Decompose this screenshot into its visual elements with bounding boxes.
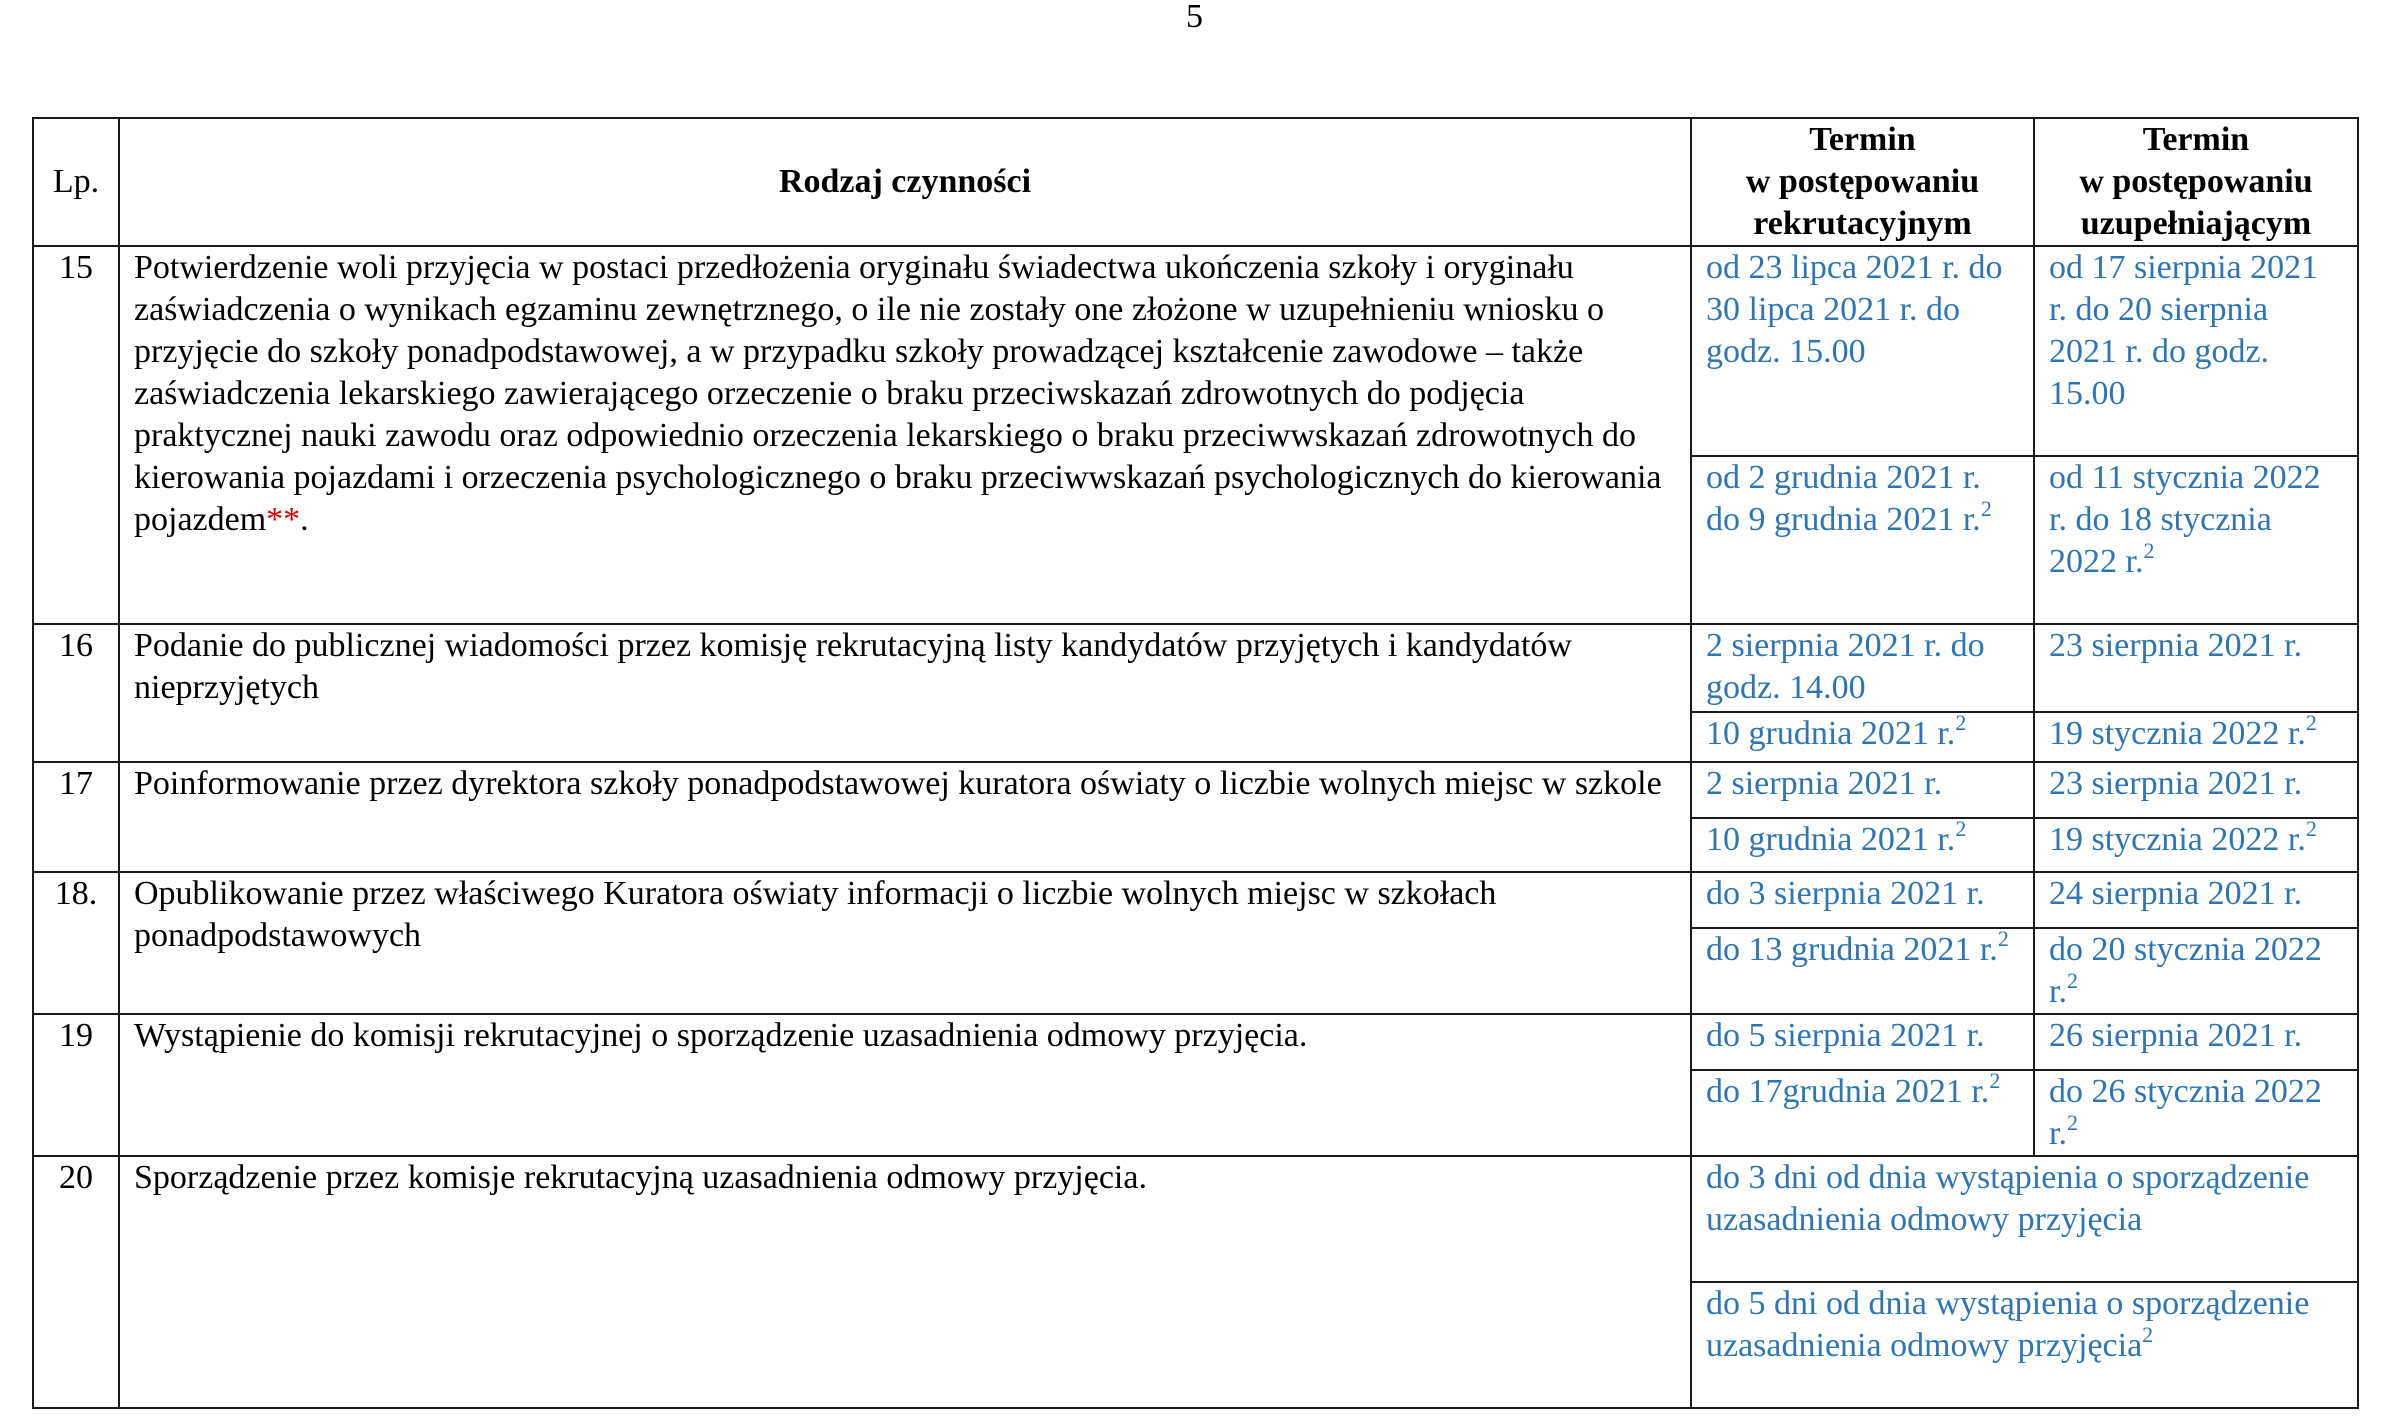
header-term-recruitment: Termin w postępowaniu rekrutacyjnym (1691, 118, 2034, 246)
header-activity: Rodzaj czynności (119, 118, 1691, 246)
supplementary-term: do 20 stycznia 2022 r.$^2$ (2034, 928, 2358, 1014)
merged-term: do 5 dni od dnia wystąpienia o sporządzenie uzasadnienia odmowy przyjęcia$^2$ (1691, 1282, 2358, 1408)
table-row (33, 1014, 2358, 1070)
recruitment-term: 10 grudnia 2021 r.$^2$ (1691, 818, 2034, 872)
supplementary-term: 19 stycznia 2022 r.$^2$ (2034, 712, 2358, 762)
recruitment-term: od 23 lipca 2021 r. do 30 lipca 2021 r. do godz. 15.00 (1691, 246, 2034, 456)
supplementary-term: 24 sierpnia 2021 r. (2034, 872, 2358, 928)
row-lp: 19 (33, 1014, 119, 1156)
supplementary-term: od 11 stycznia 2022 r. do 18 stycznia 2022 r.$^2$ (2034, 456, 2358, 624)
page-number: 5 (1186, 0, 1203, 35)
row-lp: 16 (33, 624, 119, 762)
header-lp: Lp. (33, 118, 119, 246)
table-row (33, 624, 2358, 712)
recruitment-term: od 2 grudnia 2021 r. do 9 grudnia 2021 r.$^2$ (1691, 456, 2034, 624)
supplementary-term: 19 stycznia 2022 r.$^2$ (2034, 818, 2358, 872)
row-lp: 18. (33, 872, 119, 1014)
row-description: Poinformowanie przez dyrektora szkoły ponadpodstawowej kuratora oświaty o liczbie wolnych miejsc w szkole (119, 762, 1691, 872)
table-row (33, 246, 2358, 456)
row-description: Podanie do publicznej wiadomości przez komisję rekrutacyjną listy kandydatów przyjętych i kandydatów nieprzyjętych (119, 624, 1691, 762)
row-lp: 20 (33, 1156, 119, 1408)
supplementary-term: od 17 sierpnia 2021 r. do 20 sierpnia 2021 r. do godz. 15.00 (2034, 246, 2358, 456)
row-description: Sporządzenie przez komisje rekrutacyjną uzasadnienia odmowy przyjęcia. (119, 1156, 1691, 1408)
supplementary-term: 23 sierpnia 2021 r. (2034, 624, 2358, 712)
recruitment-term: do 3 sierpnia 2021 r. (1691, 872, 2034, 928)
row-lp: 15 (33, 246, 119, 624)
recruitment-term: 10 grudnia 2021 r.$^2$ (1691, 712, 2034, 762)
supplementary-term: 26 sierpnia 2021 r. (2034, 1014, 2358, 1070)
table-row (33, 762, 2358, 818)
recruitment-term: do 13 grudnia 2021 r.$^2$ (1691, 928, 2034, 1014)
row-description: Wystąpienie do komisji rekrutacyjnej o sporządzenie uzasadnienia odmowy przyjęcia. (119, 1014, 1691, 1156)
recruitment-schedule-table (32, 117, 2359, 1409)
recruitment-term: 2 sierpnia 2021 r. (1691, 762, 2034, 818)
row-description: Opublikowanie przez właściwego Kuratora oświaty informacji o liczbie wolnych miejsc w szkołach ponadpodstawowych (119, 872, 1691, 1014)
merged-term: do 3 dni od dnia wystąpienia o sporządzenie uzasadnienia odmowy przyjęcia (1691, 1156, 2358, 1282)
table-row (33, 1156, 2358, 1282)
table-row (33, 872, 2358, 928)
table-header-row (33, 118, 2358, 246)
recruitment-term: do 5 sierpnia 2021 r. (1691, 1014, 2034, 1070)
row-lp: 17 (33, 762, 119, 872)
supplementary-term: 23 sierpnia 2021 r. (2034, 762, 2358, 818)
recruitment-term: do 17grudnia 2021 r.$^2$ (1691, 1070, 2034, 1156)
header-term-supplementary: Termin w postępowaniu uzupełniającym (2034, 118, 2358, 246)
row-description: Potwierdzenie woli przyjęcia w postaci przedłożenia oryginału świadectwa ukończenia szkoły i oryginału zaświadczenia o wynikach egzaminu zewnętrznego, o ile nie zostały one złożone w uzupełnieniu wniosku o przyjęcie do szkoły ponadpodstawowej, a w przypadku szkoły prowadzącej kształcenie zawodowe – także zaświadczenia lekarskiego zawierającego orzeczenie o braku przeciwskazań zdrowotnych do podjęcia praktycznej nauki zawodu oraz odpowiednio orzeczenia lekarskiego o braku przeciwwskazań zdrowotnych do kierowania pojazdami i orzeczenia psychologicznego o braku przeciwwskazań psychologicznych do kierowania pojazdem**. (119, 246, 1691, 624)
recruitment-term: 2 sierpnia 2021 r. do godz. 14.00 (1691, 624, 2034, 712)
supplementary-term: do 26 stycznia 2022 r.$^2$ (2034, 1070, 2358, 1156)
